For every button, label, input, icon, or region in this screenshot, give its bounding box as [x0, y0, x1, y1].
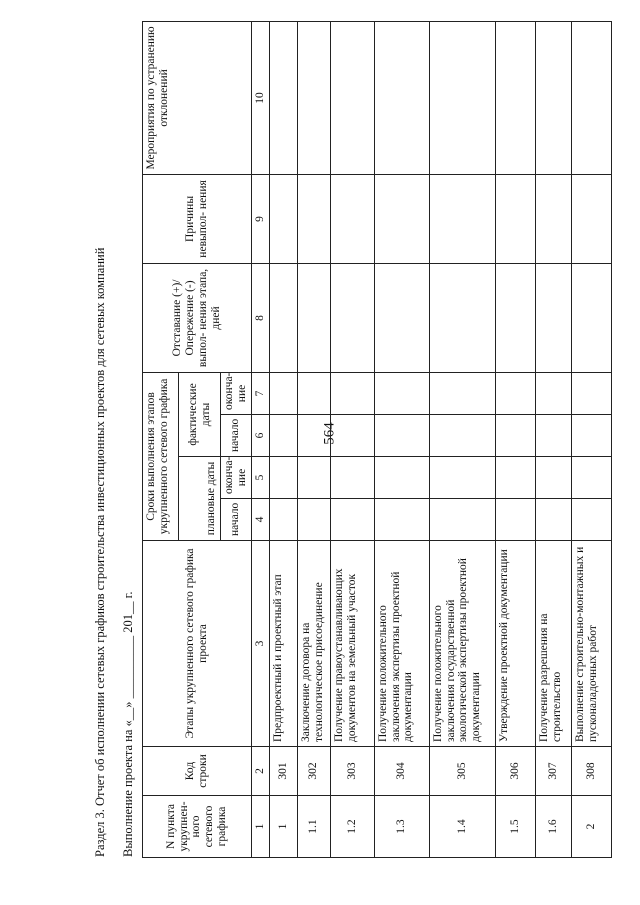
table-row — [535, 21, 571, 857]
item-number: 1.4 — [429, 796, 495, 858]
column-numbers-row — [251, 21, 269, 857]
column-number: 4 — [251, 499, 269, 541]
header-planned-end: оконча- ние — [221, 457, 252, 499]
column-number: 8 — [251, 263, 269, 372]
row-code: 302 — [297, 747, 330, 796]
table-row — [297, 21, 330, 857]
table-row — [495, 21, 535, 857]
report-table — [142, 21, 612, 858]
stage-name: Утверждение проектной документации — [495, 541, 535, 747]
date-line: Выполнение проекта на «__» __________ 201__ г. — [121, 591, 135, 857]
row-code: 304 — [374, 747, 429, 796]
table-row — [374, 21, 429, 857]
item-number: 1 — [269, 796, 297, 858]
section-title: Раздел 3. Отчет об исполнении сетевых графиков строительства инвестиционных проектов для сетевых компаний — [93, 247, 107, 857]
header-actual: фактические даты — [179, 372, 221, 456]
column-number: 10 — [251, 21, 269, 174]
stage-name: Получение положительного заключения экспертизы проектной документации — [374, 541, 429, 747]
header-deviation: Отставание (+)/ Опережение (-) выпол- нения этапа, дней — [143, 263, 252, 372]
row-code: 308 — [571, 747, 611, 796]
column-number: 9 — [251, 174, 269, 263]
row-code: 305 — [429, 747, 495, 796]
stage-name: Получение разрешения на строительство — [535, 541, 571, 747]
item-number: 1.1 — [297, 796, 330, 858]
table-row — [269, 21, 297, 857]
stage-name: Получение правоустанавливающих документов на земельный участок — [330, 541, 374, 747]
item-number: 1.6 — [535, 796, 571, 858]
header-planned: плановые даты — [179, 457, 221, 541]
row-code: 307 — [535, 747, 571, 796]
column-number: 7 — [251, 372, 269, 414]
stage-name: Предпроектный и проектный этап — [269, 541, 297, 747]
column-number: 1 — [251, 796, 269, 858]
table-row — [429, 21, 495, 857]
header-item-no: N пункта укрупнен- ного сетевого графика — [143, 796, 252, 858]
header-stages: Этапы укрупненного сетевого графика проекта — [143, 541, 252, 747]
row-code: 306 — [495, 747, 535, 796]
row-code: 301 — [269, 747, 297, 796]
item-number: 1.2 — [330, 796, 374, 858]
page-number: 564 — [321, 422, 338, 445]
header-row-code: Код строки — [143, 747, 252, 796]
column-number: 5 — [251, 457, 269, 499]
row-code: 303 — [330, 747, 374, 796]
column-number: 2 — [251, 747, 269, 796]
table-row — [571, 21, 611, 857]
header-terms: Сроки выполнения этапов укрупненного сетевого графика — [143, 372, 179, 540]
header-actual-end: оконча- ние — [221, 372, 252, 414]
item-number: 1.3 — [374, 796, 429, 858]
column-number: 3 — [251, 541, 269, 747]
stage-name: Выполнение строительно-монтажных и пусконаладочных работ — [571, 541, 611, 747]
header-actual-start: начало — [221, 415, 252, 457]
header-planned-start: начало — [221, 499, 252, 541]
column-number: 6 — [251, 415, 269, 457]
table-row — [330, 21, 374, 857]
stage-name: Заключение договора на технологическое присоединение — [297, 541, 330, 747]
stage-name: Получение положительного заключения государственной экологической экспертизы проектной документации — [429, 541, 495, 747]
item-number: 2 — [571, 796, 611, 858]
header-reasons: Причины невыпол- нения — [143, 174, 252, 263]
header-measures: Мероприятия по устранению отклонений — [143, 21, 252, 174]
item-number: 1.5 — [495, 796, 535, 858]
